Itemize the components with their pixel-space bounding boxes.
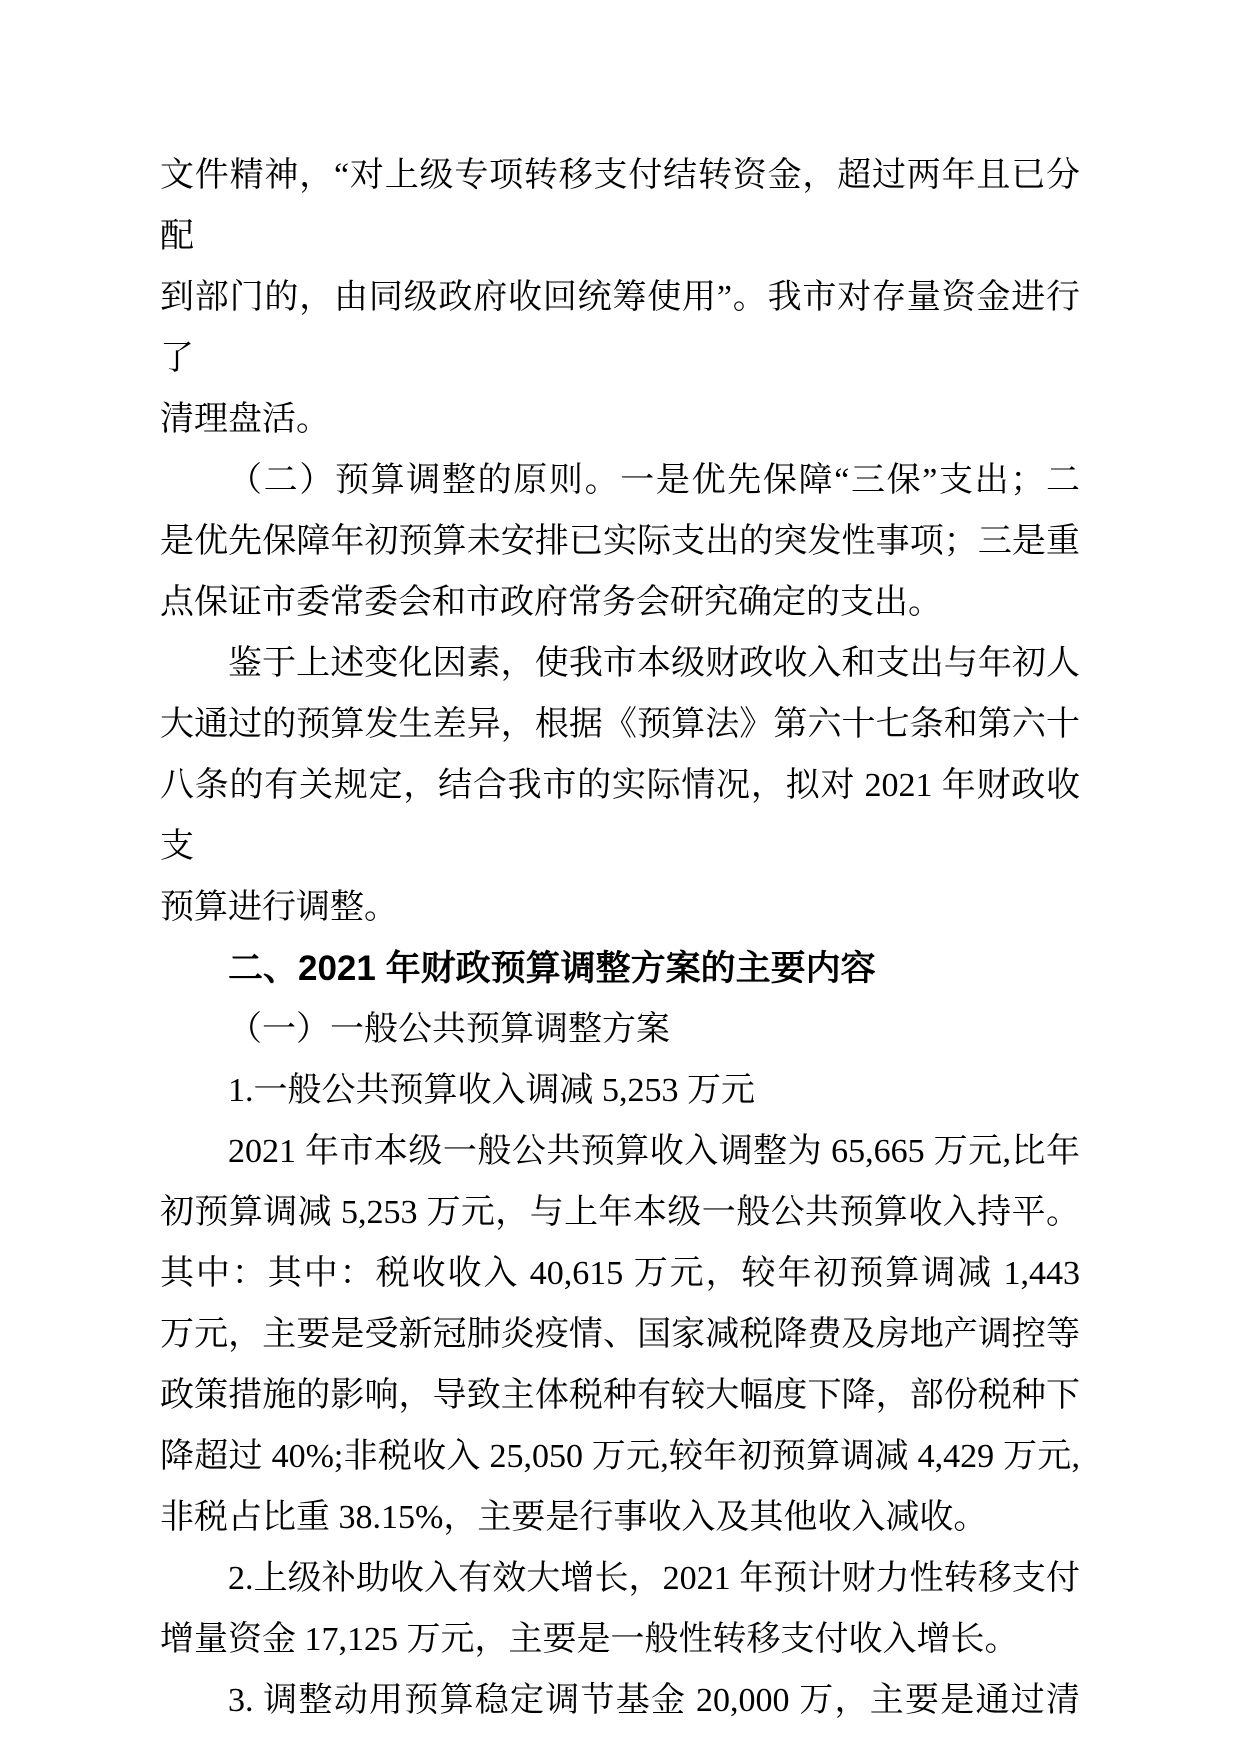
text-line-5: 是优先保障年初预算未安排已实际支出的突发性事项；三是重: [160, 523, 1080, 560]
text-line-4: （二）预算调整的原则。一是优先保障“三保”支出；二: [228, 462, 1080, 499]
text-block: [160, 145, 1080, 1731]
text-line-8: 大通过的预算发生差异，根据《预算法》第六十七条和第六十: [160, 706, 1080, 743]
text-line-21: 2.上级补助收入有效大增长，2021 年预计财力性转移支付: [228, 1560, 1080, 1597]
text-line-12: （一）一般公共预算调整方案: [228, 1011, 670, 1048]
text-line-10: 预算进行调整。: [160, 889, 398, 926]
text-line-9: 八条的有关规定，结合我市的实际情况，拟对 2021 年财政收支: [160, 767, 1080, 865]
text-line-22: 增量资金 17,125 万元，主要是一般性转移支付收入增长。: [160, 1621, 1019, 1658]
text-line-7: 鉴于上述变化因素，使我市本级财政收入和支出与年初人: [228, 645, 1080, 682]
text-line-3: 清理盘活。: [160, 401, 330, 438]
text-line-16: 其中：其中：税收收入 40,615 万元，较年初预算调减 1,443: [160, 1255, 1080, 1292]
text-line-18: 政策措施的影响，导致主体税种有较大幅度下降，部份税种下: [160, 1377, 1080, 1414]
text-line-2: 到部门的，由同级政府收回统筹使用”。我市对存量资金进行了: [160, 279, 1080, 377]
text-line-17: 万元，主要是受新冠肺炎疫情、国家减税降费及房地产调控等: [160, 1316, 1080, 1353]
text-line-20: 非税占比重 38.15%，主要是行事收入及其他收入减收。: [160, 1499, 988, 1536]
text-line-1: 文件精神，“对上级专项转移支付结转资金，超过两年且已分配: [160, 157, 1080, 255]
text-line-6: 点保证市委常委会和市政府常务会研究确定的支出。: [160, 584, 942, 621]
text-line-19: 降超过 40%;非税收入 25,050 万元,较年初预算调减 4,429 万元,: [160, 1438, 1080, 1475]
text-line-15: 初预算调减 5,253 万元，与上年本级一般公共预算收入持平。: [160, 1194, 1080, 1231]
section-heading: 二、2021 年财政预算调整方案的主要内容: [228, 949, 876, 988]
text-line-14: 2021 年市本级一般公共预算收入调整为 65,665 万元,比年: [228, 1133, 1080, 1170]
text-line-23: 3. 调整动用预算稳定调节基金 20,000 万，主要是通过清: [228, 1682, 1080, 1719]
text-line-13: 1.一般公共预算收入调减 5,253 万元: [228, 1072, 755, 1109]
